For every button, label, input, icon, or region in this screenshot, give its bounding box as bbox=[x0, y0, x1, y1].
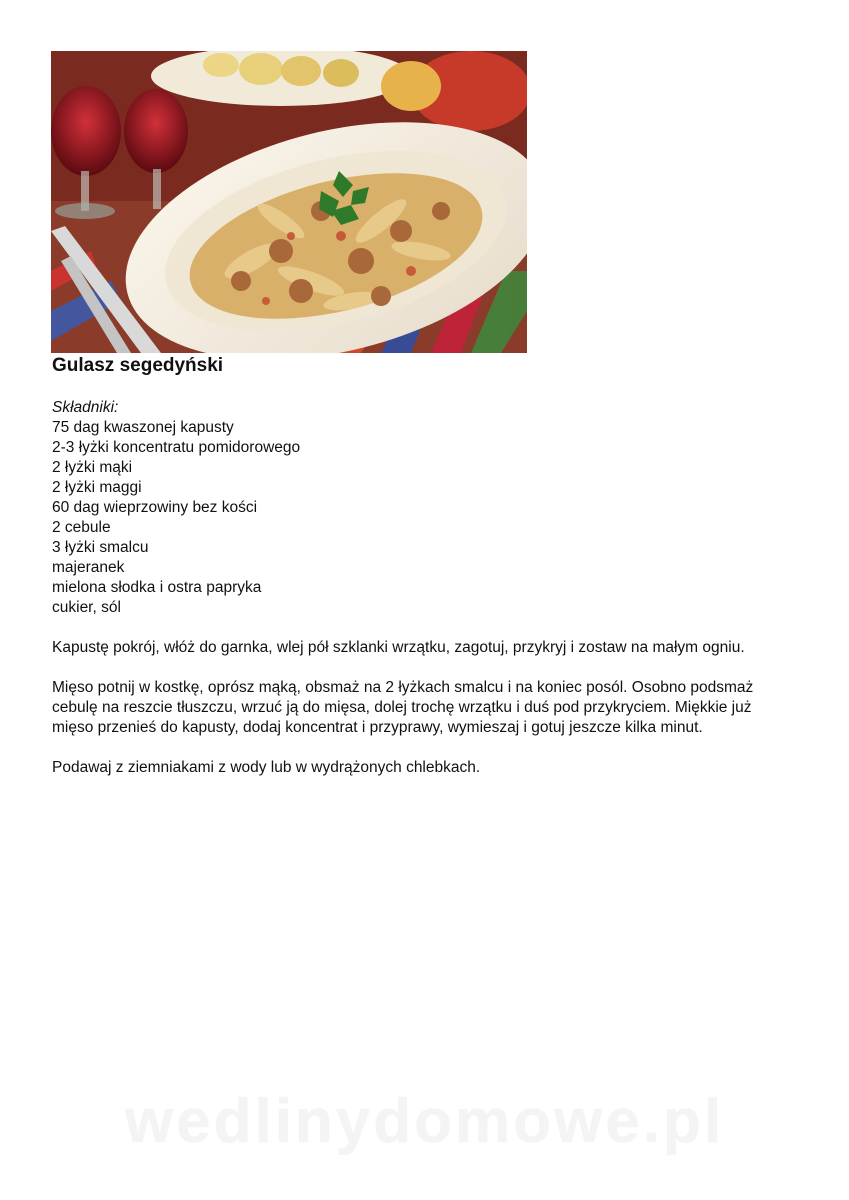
step-paragraph-3: Podawaj z ziemniakami z wody lub w wydrążonych chlebkach. bbox=[52, 759, 481, 776]
recipe-content bbox=[52, 398, 792, 778]
list-item: cukier, sól bbox=[52, 599, 121, 616]
recipe-title: Gulasz segedyński bbox=[52, 355, 224, 376]
step-paragraph-1: Kapustę pokrój, włóż do garnka, wlej pół szklanki wrzątku, zagotuj, przykryj i zostaw na małym ogniu. bbox=[52, 639, 745, 656]
list-item: 75 dag kwaszonej kapusty bbox=[52, 419, 234, 436]
list-item: 3 łyżki smalcu bbox=[52, 539, 149, 556]
list-item: 60 dag wieprzowiny bez kości bbox=[52, 499, 258, 516]
list-item: majeranek bbox=[52, 559, 125, 576]
list-item: 2 łyżki maggi bbox=[52, 479, 142, 496]
list-item: mielona słodka i ostra papryka bbox=[52, 579, 262, 596]
step-paragraph-2: Mięso potnij w kostkę, oprósz mąką, obsmaż na 2 łyżkach smalcu i na koniec posól. Osobno podsmaż cebulę na reszcie tłuszczu, wrzuć ją do mięsa, dolej trochę wrzątku i duś pod przykryciem. Miękkie już mięso przenieś do kapusty, dodaj koncentrat i przyprawy, wymieszaj i gotuj jeszcze kilka minut. bbox=[52, 679, 754, 736]
list-item: 2-3 łyżki koncentratu pomidorowego bbox=[52, 439, 301, 456]
recipe-photo bbox=[51, 51, 527, 353]
watermark: wedlinydomowe.pl bbox=[124, 1087, 725, 1156]
list-item: 2 cebule bbox=[52, 519, 111, 536]
list-item: 2 łyżki mąki bbox=[52, 459, 133, 476]
ingredients-list bbox=[52, 418, 792, 618]
ingredients-heading: Składniki: bbox=[52, 399, 119, 416]
